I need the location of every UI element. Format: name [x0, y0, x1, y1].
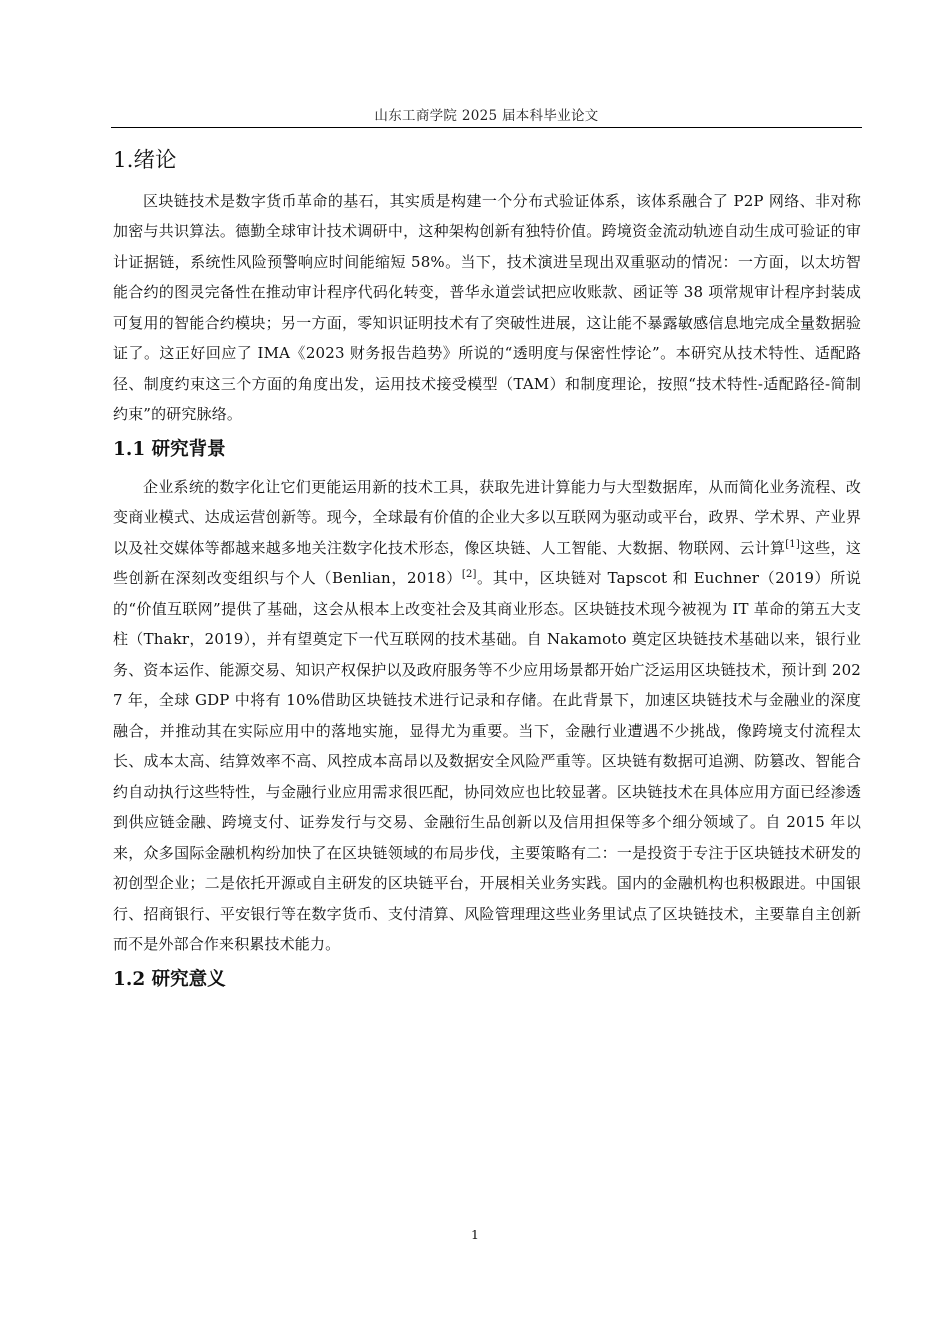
background-paragraph [113, 472, 861, 960]
page-body [113, 148, 861, 1002]
section-heading-background: 1.1 研究背景 [113, 438, 226, 460]
background-text-part-3: 。其中，区块链对 Tapscot 和 Euchner（2019）所说的“价值互联网”提供了基础，这会从根本上改变社会及其商业形态。区块链技术现今被视为 IT 革命的第五大支柱（Thakr，2019），并有望奠定下一代互联网的技术基础。自 Nakamoto 奠定区块链技术基础以来，银行业务、资本运作、能源交易、知识产权保护以及政府服务等不少应用场景都开始广泛运用区块链技术，预计到 2027 年，全球 GDP 中将有 10%借助区块链技术进行记录和存储。在此背景下，加速区块链技术与金融业的深度融合，并推动其在实际应用中的落地实施，显得尤为重要。当下，金融行业遭遇不少挑战，像跨境支付流程太长、成本太高、结算效率不高、风控成本高昂以及数据安全风险严重等。区块链有数据可追溯、防篡改、智能合约自动执行这些特性，与金融行业应用需求很匹配，协同效应也比较显著。区块链技术在具体应用方面已经渗透到供应链金融、跨境支付、证券发行与交易、金融衍生品创新以及信用担保等多个细分领域了。自 2015 年以来，众多国际金融机构纷加快了在区块链领域的布局步伐，主要策略有二：一是投资于专注于区块链技术研发的初创型企业；二是依托开源或自主研发的区块链平台，开展相关业务实践。国内的金融机构也积极跟进。中国银行、招商银行、平安银行等在数字货币、支付清算、风险管理理这些业务里试点了区块链技术，主要靠自主创新而不是外部合作来积累技术能力。 [113, 569, 861, 954]
background-text-part-1: 企业系统的数字化让它们更能运用新的技术工具，获取先进计算能力与大型数据库，从而简化业务流程、改变商业模式、达成运营创新等。现今，全球最有价值的企业大多以互联网为驱动或平台，政界、学术界、产业界以及社交媒体等都越来越多地关注数字化技术形态，像区块链、人工智能、大数据、物联网、云计算 [113, 477, 861, 557]
running-header: 山东工商学院 2025 届本科毕业论文 [374, 108, 599, 124]
page-number: 1 [471, 1227, 479, 1242]
chapter-intro-paragraph: 区块链技术是数字货币革命的基石，其实质是构建一个分布式验证体系，该体系融合了 P2P 网络、非对称加密与共识算法。德勤全球审计技术调研中，这种架构创新有独特价值。跨境资金流动轨迹自动生成可验证的审计证据链，系统性风险预警响应时间能缩短 58%。当下，技术演进呈现出双重驱动的情况：一方面，以太坊智能合约的图灵完备性在推动审计程序代码化转变，普华永道尝试把应收账款、函证等 38 项常规审计程序封装成可复用的智能合约模块；另一方面，零知识证明技术有了突破性进展，这让能不暴露敏感信息地完成全量数据验证了。这正好回应了 IMA《2023 财务报告趋势》所说的“透明度与保密性悖论”。本研究从技术特性、适配路径、制度约束这三个方面的角度出发，运用技术接受模型（TAM）和制度理论，按照“技术特性-适配路径-简制约束”的研究脉络。 [113, 191, 861, 424]
citation-ref-1[interactable]: [1] [785, 538, 800, 550]
chapter-heading: 1.绪论 [113, 148, 177, 173]
citation-ref-2[interactable]: [2] [461, 569, 477, 581]
section-heading-significance: 1.2 研究意义 [113, 968, 226, 990]
header-rule [111, 127, 862, 128]
background-text-part-2: 这些，这些创新在深刻改变组织与个人（Benlian，2018） [113, 538, 861, 588]
